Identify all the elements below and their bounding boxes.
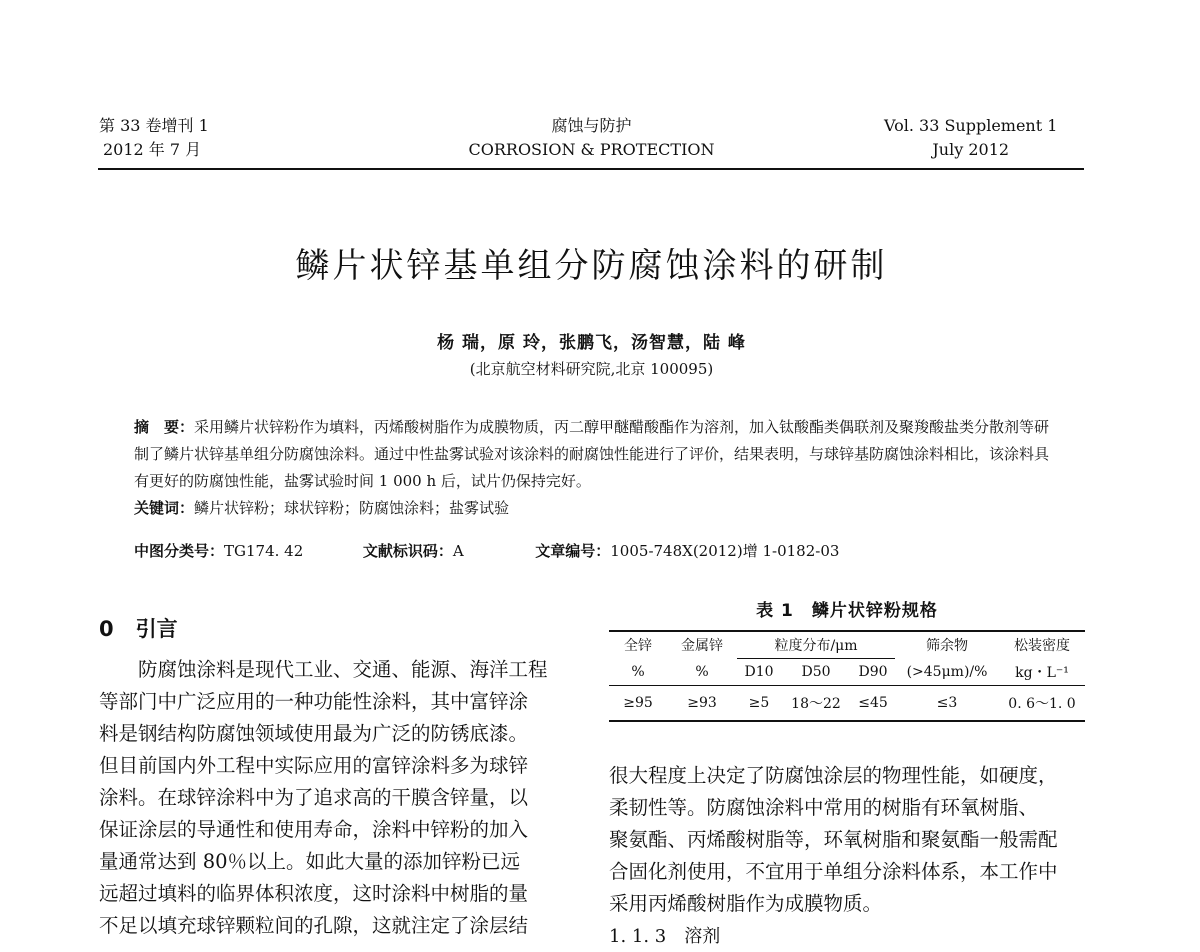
text-line: 很大程度上决定了防腐蚀涂层的物理性能，如硬度， <box>609 764 1058 787</box>
table-cell: 0. 6～1. 0 <box>999 686 1085 722</box>
table-cell: ≥5 <box>737 686 781 722</box>
table-header-cell: (>45μm)/% <box>906 663 988 680</box>
keywords-label: 关键词： <box>134 499 195 517</box>
volume-supplement-english: Vol. 33 Supplement 1 <box>884 116 1058 135</box>
text-line: 不足以填充球锌颗粒间的孔隙，这就注定了涂层结 <box>99 914 529 937</box>
classification-row <box>134 538 839 564</box>
left-column-text <box>99 654 575 942</box>
zinc-powder-spec-table <box>609 630 1085 722</box>
text-line: 但目前国内外工程中实际应用的富锌涂料多为球锌 <box>99 754 529 777</box>
right-column-text <box>609 760 1087 920</box>
section-title: 引言 <box>135 617 178 641</box>
text-line: 等部门中广泛应用的一种功能性涂料，其中富锌涂 <box>99 690 529 713</box>
table-header-cell: 粒度分布/μm <box>737 631 895 659</box>
abstract-text: 采用鳞片状锌粉作为填料，丙烯酸树脂作为成膜物质，丙二醇甲醚醋酸酯作为溶剂，加入钛酸酯类偶联剂及聚羧酸盐类分散剂等研制了鳞片状锌基单组分防腐蚀涂料。通过中性盐雾试验对该涂料的耐腐蚀性能进行了评价，结果表明，与球锌基防腐蚀涂料相比，该涂料具有更好的防腐蚀性能，盐雾试验时间 1 000 h 后，试片仍保持完好。 <box>134 418 1050 490</box>
table-caption: 表 1 鳞片状锌粉规格 <box>756 601 938 621</box>
table-row <box>609 686 1085 722</box>
author-list: 杨 瑞，原 玲，张鹏飞，汤智慧，陆 峰 <box>437 333 746 353</box>
clc-label: 中图分类号： <box>134 542 225 560</box>
article-number-label: 文章编号： <box>535 542 611 560</box>
header-rule <box>98 168 1084 170</box>
table-header-cell: % <box>695 663 709 680</box>
text-line: 量通常达到 80％以上。如此大量的添加锌粉已远 <box>99 850 521 873</box>
table-cell: 18～22 <box>781 686 851 722</box>
section-heading <box>99 613 178 643</box>
table-cell: ≤45 <box>851 686 895 722</box>
table-header-cell: % <box>631 663 645 680</box>
volume-issue: 第 33 卷增刊 1 <box>99 116 209 135</box>
doc-code-label: 文献标识码： <box>362 542 453 560</box>
clc-value: TG174. 42 <box>224 542 304 560</box>
section-number: 0 <box>99 617 114 641</box>
text-line: 柔韧性等。防腐蚀涂料中常用的树脂有环氧树脂、 <box>609 796 1039 819</box>
text-line: 涂料。在球锌涂料中为了追求高的干膜含锌量，以 <box>99 786 529 809</box>
journal-name-english: CORROSION & PROTECTION <box>468 140 715 159</box>
table-header-cell: D10 <box>744 664 774 680</box>
table-header-row <box>609 659 1085 686</box>
table-cell: ≥93 <box>667 686 737 722</box>
abstract-block <box>134 414 1059 522</box>
keywords-text: 鳞片状锌粉；球状锌粉；防腐蚀涂料；盐雾试验 <box>194 499 510 517</box>
affiliation: (北京航空材料研究院,北京 100095) <box>469 360 714 378</box>
table-header-row <box>609 631 1085 659</box>
publication-date: 2012 年 7 月 <box>103 140 202 159</box>
abstract-label: 摘 要： <box>134 418 195 436</box>
subsection-heading: 1. 1. 3 溶剂 <box>609 926 721 947</box>
table-header-cell: D90 <box>858 664 888 680</box>
text-line: 料是钢结构防腐蚀领域使用最为广泛的防锈底漆。 <box>99 722 529 745</box>
date-english: July 2012 <box>932 140 1010 159</box>
table-header-cell: 全锌 <box>609 631 667 659</box>
text-line: 保证涂层的导通性和使用寿命，涂料中锌粉的加入 <box>99 818 529 841</box>
doc-code-value: A <box>452 542 464 560</box>
journal-name-chinese: 腐蚀与防护 <box>551 116 632 135</box>
article-number-value: 1005-748X(2012)增 1-0182-03 <box>610 542 840 560</box>
table-header-cell: 筛余物 <box>895 631 999 659</box>
table-cell: ≤3 <box>895 686 999 722</box>
text-line: 合固化剂使用，不宜用于单组分涂料体系，本工作中 <box>609 860 1058 883</box>
table-header-cell: 金属锌 <box>667 631 737 659</box>
text-line: 远超过填料的临界体积浓度，这时涂料中树脂的量 <box>99 882 529 905</box>
paper-title: 鳞片状锌基单组分防腐蚀涂料的研制 <box>295 246 888 286</box>
text-line: 聚氨酯、丙烯酸树脂等，环氧树脂和聚氨酯一般需配 <box>609 828 1058 851</box>
table-header-cell: kg・L⁻¹ <box>1015 664 1069 681</box>
table-cell: ≥95 <box>609 686 667 722</box>
table-header-cell: D50 <box>801 664 831 680</box>
table-header-cell: 松装密度 <box>999 631 1085 659</box>
text-line: 防腐蚀涂料是现代工业、交通、能源、海洋工程 <box>99 658 548 681</box>
text-line: 采用丙烯酸树脂作为成膜物质。 <box>609 892 883 915</box>
journal-volume-english <box>884 114 1057 162</box>
